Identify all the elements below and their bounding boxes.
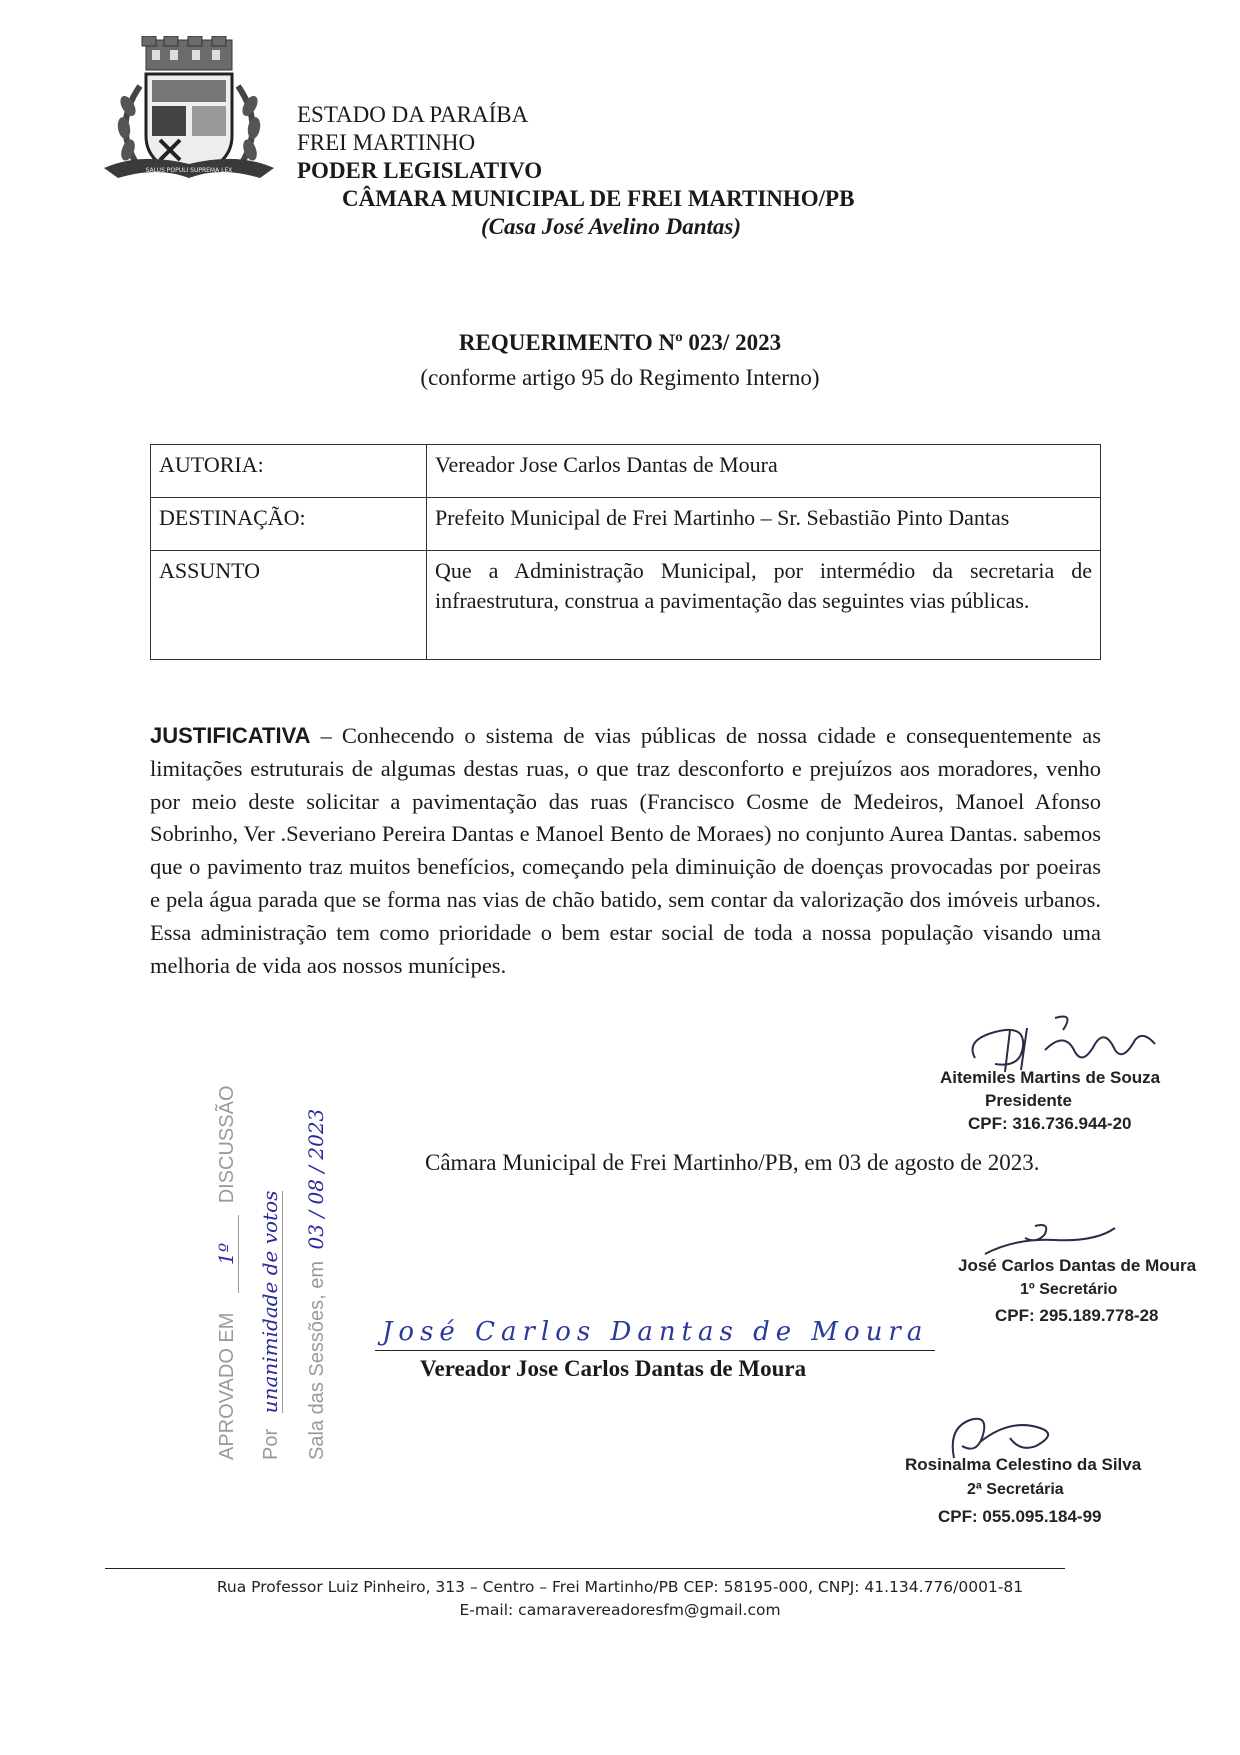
footer-divider: [105, 1568, 1065, 1569]
stamp-hand-votes: unanimidade de votos: [258, 1190, 282, 1414]
authorship-value: Vereador Jose Carlos Dantas de Moura: [427, 445, 1101, 498]
stamp-hand-date: 03 / 08 / 2023: [304, 1108, 328, 1250]
header-power: PODER LEGISLATIVO: [297, 158, 543, 183]
crest-motto-text: SALUS POPULI SUPREMA LEX: [145, 167, 233, 174]
first-secretary-role: 1º Secretário: [1020, 1281, 1118, 1298]
subject-value: Que a Administração Municipal, por intermédio da secretaria de infraestrutura, construa a pavimentação das seguintes vias públicas.: [427, 551, 1101, 660]
stamp-line-votes: Por unanimidade de votos: [258, 1190, 282, 1460]
footer-address: Rua Professor Luiz Pinheiro, 313 – Centro – Frei Martinho/PB CEP: 58195-000, CNPJ: 41.134.776/0001-81: [216, 1578, 1024, 1596]
president-role: Presidente: [985, 1091, 1072, 1110]
municipal-crest-logo: [100, 36, 278, 191]
president-cpf: CPF: 316.736.944-20: [968, 1114, 1132, 1133]
author-signature-line: [375, 1350, 935, 1351]
second-secretary-name: Rosinalma Celestino da Silva: [905, 1455, 1142, 1474]
second-secretary-role: 2ª Secretária: [967, 1481, 1064, 1498]
stamp-line-approved: APROVADO EM 1º DISCUSSÃO: [214, 1085, 238, 1460]
destination-label: DESTINAÇÃO:: [151, 498, 427, 551]
table-row: [151, 498, 1101, 551]
table-row: [151, 445, 1101, 498]
stamp-hand-discussion: 1º: [214, 1215, 239, 1293]
author-handwritten-signature: José Carlos Dantas de Moura: [382, 1317, 929, 1347]
author-name: Vereador Jose Carlos Dantas de Moura: [420, 1356, 807, 1381]
justification-text: – Conhecendo o sistema de vias públicas de nossa cidade e consequentemente as limitações estruturais de algumas destas ruas, o que traz desconforto e prejuízos aos moradores, venho por meio deste solicitar a pavimentação das ruas (Francisco Cosme de Medeiros, Manoel Afonso Sobrinho, Ver .Severiano Pereira Dantas e Manoel Bento de Moraes) no conjunto Aurea Dantas. sabemos que o pavimento traz muitos benefícios, começando pela diminuição de doenças provocadas por poeiras e pela água parada que se forma nas vias de chão batido, sem contar da valorização dos imóveis urbanos. Essa administração tem como prioridade o bem estar social de toda a nossa população visando uma melhoria de vida aos nossos munícipes.: [150, 723, 1101, 978]
document-title: REQUERIMENTO Nº 023/ 2023: [458, 330, 782, 355]
first-secretary-cpf: CPF: 295.189.778-28: [995, 1306, 1159, 1325]
footer-email: E-mail: camaravereadoresfm@gmail.com: [459, 1601, 781, 1619]
approval-stamp: [192, 1085, 342, 1468]
document-subtitle: (conforme artigo 95 do Regimento Interno): [420, 365, 820, 390]
request-info-table: [150, 444, 1101, 660]
header-city: FREI MARTINHO: [297, 130, 476, 155]
justification-lead: JUSTIFICATIVA: [150, 723, 311, 748]
header-house: (Casa José Avelino Dantas): [481, 214, 742, 239]
header-state: ESTADO DA PARAÍBA: [297, 102, 529, 127]
second-secretary-cpf: CPF: 055.095.184-99: [938, 1507, 1102, 1526]
date-line: Câmara Municipal de Frei Martinho/PB, em 03 de agosto de 2023.: [425, 1150, 1040, 1175]
justification-paragraph: [150, 720, 1101, 982]
first-secretary-name: José Carlos Dantas de Moura: [958, 1256, 1197, 1275]
destination-value: Prefeito Municipal de Frei Martinho – Sr. Sebastião Pinto Dantas: [427, 498, 1101, 551]
stamp-line-session: Sala das Sessões, em 03 / 08 / 2023: [304, 1108, 328, 1460]
president-name: Aitemiles Martins de Souza: [940, 1068, 1161, 1087]
subject-label: ASSUNTO: [151, 551, 427, 660]
authorship-label: AUTORIA:: [151, 445, 427, 498]
table-row: [151, 551, 1101, 660]
header-chamber: CÂMARA MUNICIPAL DE FREI MARTINHO/PB: [342, 186, 855, 211]
